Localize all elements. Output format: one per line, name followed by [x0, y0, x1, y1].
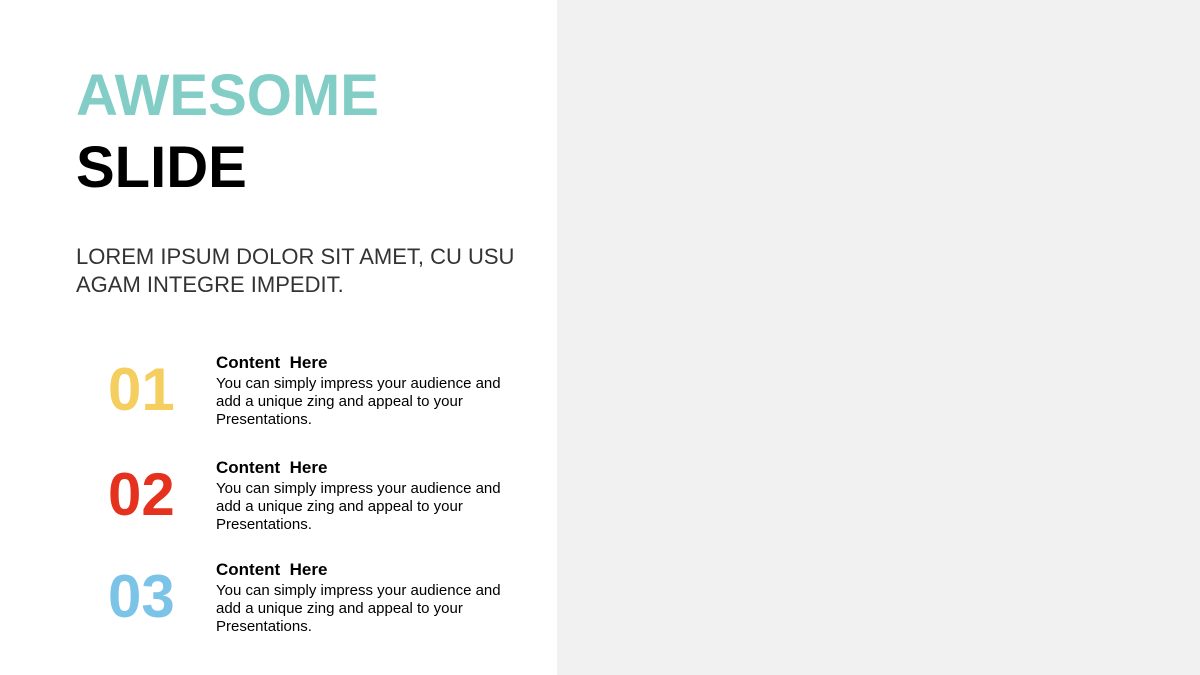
item-body: You can simply impress your audience and add a unique zing and appeal to your Presentations. — [216, 480, 501, 533]
item-body: You can simply impress your audience and add a unique zing and appeal to your Presentations. — [216, 582, 501, 635]
title-line-awesome: AWESOME — [76, 63, 379, 128]
content-item-02 — [108, 458, 528, 548]
item-body: You can simply impress your audience and add a unique zing and appeal to your Presentations. — [216, 375, 501, 428]
image-placeholder — [557, 0, 1200, 675]
item-number: 02 — [108, 461, 175, 528]
item-number: 03 — [108, 563, 175, 630]
item-heading: Content Here — [216, 560, 328, 579]
item-heading: Content Here — [216, 353, 328, 372]
content-item-03 — [108, 560, 528, 650]
title-line-slide: SLIDE — [76, 135, 247, 200]
item-number: 01 — [108, 356, 175, 423]
content-item-01 — [108, 353, 528, 443]
subtitle: LOREM IPSUM DOLOR SIT AMET, CU USU AGAM INTEGRE IMPEDIT. — [76, 244, 515, 297]
item-heading: Content Here — [216, 458, 328, 477]
